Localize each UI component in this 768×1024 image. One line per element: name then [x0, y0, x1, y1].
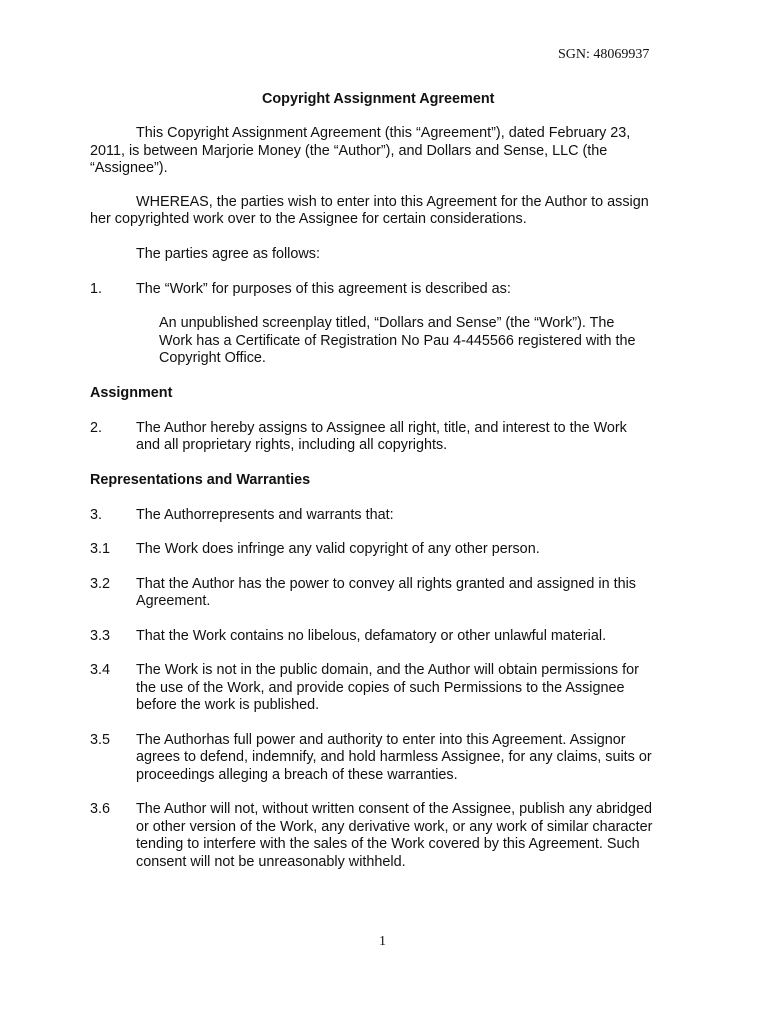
- clause-3-6-line-2: or other version of the Work, any derivative work, or any work of similar character: [136, 819, 653, 835]
- clause-3-5-line-3: proceedings alleging a breach of these warranties.: [136, 767, 458, 783]
- clause-3-4-line-3: before the work is published.: [136, 697, 320, 713]
- clause-3-5-number: 3.5: [90, 732, 111, 748]
- clause-3-2-number: 3.2: [90, 576, 111, 592]
- intro-line-1: This Copyright Assignment Agreement (this “Agreement”), dated February 23,: [136, 125, 631, 141]
- sgn-number: SGN: 48069937: [558, 47, 650, 62]
- clause-3-number: 3.: [90, 507, 103, 523]
- whereas-line-1: WHEREAS, the parties wish to enter into this Agreement for the Author to assign: [136, 194, 649, 210]
- document-title: Copyright Assignment Agreement: [262, 91, 495, 107]
- heading-assignment: Assignment: [90, 385, 173, 401]
- clause-1-text: The “Work” for purposes of this agreement is described as:: [136, 281, 511, 297]
- whereas-line-2: her copyrighted work over to the Assignee for certain considerations.: [90, 211, 527, 227]
- clause-3-1-number: 3.1: [90, 541, 111, 557]
- clause-1-number: 1.: [90, 281, 103, 297]
- clause-3-5-line-1: The Authorhas full power and authority to enter into this Agreement. Assignor: [136, 732, 626, 748]
- clause-3-4-line-1: The Work is not in the public domain, and the Author will obtain permissions for: [136, 662, 639, 678]
- clause-3-3-number: 3.3: [90, 628, 111, 644]
- page-number: 1: [379, 934, 386, 949]
- clause-2-line-1: The Author hereby assigns to Assignee all right, title, and interest to the Work: [136, 420, 627, 436]
- agree-statement: The parties agree as follows:: [136, 246, 320, 262]
- clause-3-2-line-2: Agreement.: [136, 593, 211, 609]
- clause-3-3-line-1: That the Work contains no libelous, defamatory or other unlawful material.: [136, 628, 607, 644]
- work-description-line-3: Copyright Office.: [159, 350, 266, 366]
- clause-2-line-2: and all proprietary rights, including all copyrights.: [136, 437, 448, 453]
- heading-representations: Representations and Warranties: [90, 472, 311, 488]
- clause-3-6-line-1: The Author will not, without written consent of the Assignee, publish any abridged: [136, 801, 652, 817]
- clause-3-text: The Authorrepresents and warrants that:: [136, 507, 394, 523]
- clause-3-6-line-4: consent will not be unreasonably withheld.: [136, 854, 406, 870]
- clause-3-1-line-1: The Work does infringe any valid copyright of any other person.: [136, 541, 540, 557]
- work-description-line-2: Work has a Certificate of Registration No Pau 4-445566 registered with the: [159, 333, 636, 349]
- clause-2-number: 2.: [90, 420, 103, 436]
- intro-line-2: 2011, is between Marjorie Money (the “Author”), and Dollars and Sense, LLC (the: [90, 143, 608, 159]
- clause-3-4-number: 3.4: [90, 662, 111, 678]
- clause-3-6-line-3: tending to interfere with the sales of the Work covered by this Agreement. Such: [136, 836, 640, 852]
- clause-3-6-number: 3.6: [90, 801, 111, 817]
- intro-line-3: “Assignee”).: [90, 160, 168, 176]
- clause-3-5-line-2: agrees to defend, indemnify, and hold harmless Assignee, for any claims, suits or: [136, 749, 652, 765]
- clause-3-4-line-2: the use of the Work, and provide copies of such Permissions to the Assignee: [136, 680, 625, 696]
- work-description-line-1: An unpublished screenplay titled, “Dollars and Sense” (the “Work”). The: [159, 315, 615, 331]
- clause-3-2-line-1: That the Author has the power to convey all rights granted and assigned in this: [136, 576, 636, 592]
